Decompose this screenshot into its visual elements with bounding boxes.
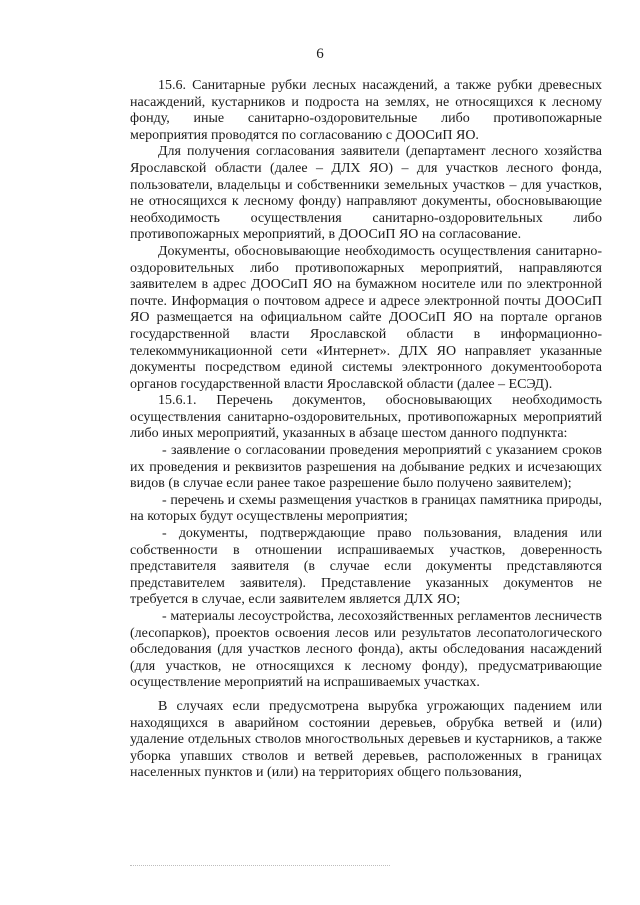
list-item-site-schemes: - перечень и схемы размещения участков в границах памятника природы, на которых будут осуществлены мероприятия; — [130, 492, 602, 525]
paragraph-submission-method: Документы, обосновывающие необходимость осуществления санитарно-оздоровительных либо противопожарных мероприятий, направляются заявителем в адрес ДООСиП ЯО на бумажном носителе или по электронной почте. Информация о почтовом адресе и адресе электронной почты ДООСиП ЯО размещается на официальном сайте ДООСиП ЯО на портале органов государственной власти Ярославской области в информационно-телекоммуникационной сети «Интернет». ДЛХ ЯО направляет указанные документы посредством единой системы электронного документооборота органов государственной власти Ярославской области (далее – ЕСЭД). — [130, 243, 602, 392]
list-item-forest-materials: - материалы лесоустройства, лесохозяйственных регламентов лесничеств (лесопарков), проектов освоения лесов или результатов лесопатологического обследования (для участков лесного фонда), акты обследования насаждений (для участков, не относящихся к лесному фонду), предусматривающие осуществление мероприятий на испрашиваемых участках. — [130, 609, 602, 691]
page-number: 6 — [316, 46, 324, 62]
paragraph-15-6-1: 15.6.1. Перечень документов, обосновывающих необходимость осуществления санитарно-оздоровительных, противопожарных мероприятий либо иных мероприятий, указанных в абзаце шестом данного подпункта: — [130, 393, 602, 442]
paragraph-approval-procedure: Для получения согласования заявители (департамент лесного хозяйства Ярославской области (далее – ДЛХ ЯО) – для участков лесного фонда, пользователи, владельцы и собственники земельных участков – для участков, не относящихся к лесному фонду) направляют документы, обосновывающие необходимость осуществления санитарно-оздоровительных либо противопожарных мероприятий, в ДООСиП ЯО на согласование. — [130, 144, 602, 243]
scan-margin-line — [130, 865, 390, 866]
paragraph-15-6: 15.6. Санитарные рубки лесных насаждений, а также рубки древесных насаждений, кустарников и подроста на землях, не относящихся к лесному фонду, иные санитарно-оздоровительные либо противопожарные мероприятия проводятся по согласованию с ДООСиП ЯО. — [130, 78, 602, 143]
list-item-ownership-documents: - документы, подтверждающие право пользования, владения или собственности в отношении испрашиваемых участков, доверенность представителя заявителя (в случае если документы представляются представителем заявителя). Представление указанных документов не требуется в случае, если заявителем является ДЛХ ЯО; — [130, 526, 602, 608]
document-body — [130, 78, 602, 782]
list-item-application: - заявление о согласовании проведения мероприятий с указанием сроков их проведения и реквизитов разрешения на добывание редких и исчезающих видов (в случае если ранее такое разрешение было получено заявителем); — [130, 443, 602, 492]
paragraph-emergency-trees: В случаях если предусмотрена вырубка угрожающих падением или находящихся в аварийном состоянии деревьев, обрубка ветвей и (или) удаление отдельных стволов многоствольных деревьев и кустарников, а также уборка упавших стволов и ветвей деревьев, расположенных в границах населенных пунктов и (или) на территориях общего пользования, — [130, 698, 602, 781]
